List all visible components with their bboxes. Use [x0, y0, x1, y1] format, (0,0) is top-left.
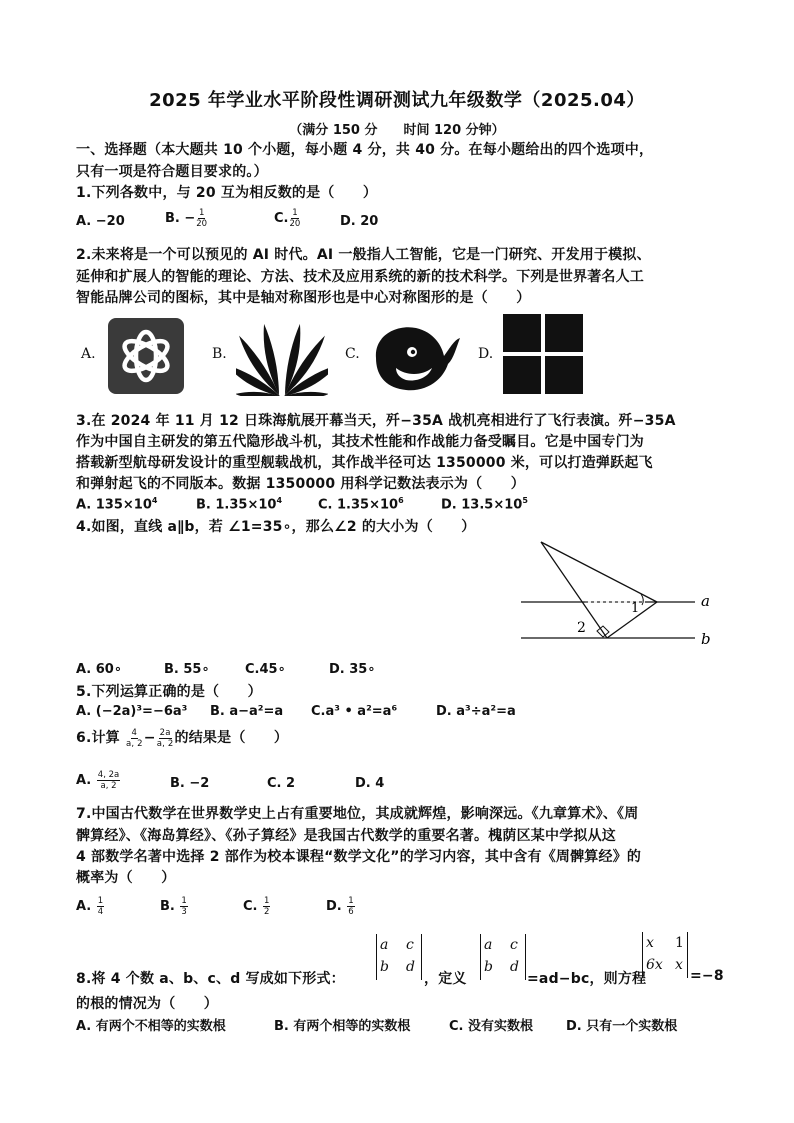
det1-a: a	[380, 937, 389, 953]
det2-b: b	[484, 959, 493, 975]
q2-line2: 延伸和扩展人的智能的理论、方法、技术及应用系统的新的技术科学。下列是世界著名人工	[76, 269, 644, 285]
q3-line2: 作为中国自主研发的第五代隐形战斗机，其技术性能和作战能力备受瞩目。它是中国专门为	[76, 434, 644, 450]
det2-c: c	[510, 937, 518, 953]
q1-option-b: B. − $\frac{1}{20}$	[165, 208, 208, 229]
q7-option-c: C. $\frac{1}{2}$	[243, 896, 270, 917]
q2-logo-b	[236, 318, 328, 396]
q8-determinant-1	[376, 934, 422, 980]
q2-logo-d	[503, 314, 583, 394]
windows-logo-icon	[503, 314, 583, 394]
line-a-label: a	[701, 592, 710, 610]
q6-option-b: B. −2	[170, 776, 210, 791]
q6-option-a-fraction: $\frac{4, 2a}{a, 2}$	[97, 770, 120, 791]
det3-x: x	[646, 935, 654, 951]
q4-option-b: B. 55∘	[164, 662, 210, 677]
openai-logo-icon	[108, 318, 184, 394]
det3-6x: 6x	[646, 957, 663, 973]
q1-option-c: C. $\frac{1}{20}$	[274, 208, 301, 229]
q1-stem: 1.下列各数中，与 20 互为相反数的是（ ）	[76, 185, 378, 201]
q3-line1: 3.在 2024 年 11 月 12 日珠海航展开幕当天，歼−35A 战机亮相进行了飞行表演。歼−35A	[76, 413, 676, 429]
q7-line1: 7.中国古代数学在世界数学史上占有重要地位，其成就辉煌，影响深远。《九章算术》、《周	[76, 806, 639, 822]
q8-line2: 的根的情况为（ ）	[76, 996, 218, 1012]
q8-option-b: B. 有两个相等的实数根	[274, 1019, 411, 1034]
q3-option-a: A. $135\times 10^4$	[76, 496, 158, 513]
q7-option-d: D. $\frac{1}{6}$	[326, 896, 354, 917]
q7-option-b: B. $\frac{1}{3}$	[160, 896, 187, 917]
q7-option-b-fraction: $\frac{1}{3}$	[181, 896, 187, 917]
q7-line2: 髀算经》、《海岛算经》、《孙子算经》是我国古代数学的重要名著。槐荫区某中学拟从这	[76, 828, 616, 844]
q2-logo-c	[366, 318, 462, 396]
q2-label-c: C.	[345, 346, 360, 362]
q7-line4: 概率为（ ）	[76, 870, 176, 886]
q5-option-a: A. (−2a)³=−6a³	[76, 704, 188, 719]
q1-option-a: A. −20	[76, 214, 125, 229]
q2-line1: 2.未来将是一个可以预见的 AI 时代。AI 一般指人工智能，它是一门研究、开发用于模拟、	[76, 247, 651, 263]
q7-line3: 4 部数学名著中选择 2 部作为校本课程“数学文化”的学习内容，其中含有《周髀算经》的	[76, 849, 642, 865]
det1-b: b	[380, 959, 389, 975]
q4-option-d: D. 35∘	[329, 662, 376, 677]
q2-logo-a	[108, 318, 184, 394]
q7-option-a-fraction: $\frac{1}{4}$	[97, 896, 104, 917]
q6-option-a: A. $\frac{4, 2a}{a, 2}$	[76, 770, 120, 791]
q4-option-a: A. 60∘	[76, 662, 122, 677]
q8-option-c: C. 没有实数根	[449, 1019, 534, 1034]
triangle-side-left	[541, 542, 607, 638]
q8-determinant-2	[480, 934, 526, 980]
q6-fraction-1: $\frac{4}{a, 2}$	[125, 727, 143, 749]
exam-title: 2025 年学业水平阶段性调研测试九年级数学（2025.04）	[149, 90, 645, 111]
det3-x2: x	[675, 957, 683, 973]
q7-option-a: A. $\frac{1}{4}$	[76, 896, 104, 917]
q2-label-b: B.	[212, 346, 227, 362]
huawei-logo-icon	[236, 318, 328, 396]
q5-option-b: B. a−a²=a	[210, 704, 284, 719]
q8-stem-prefix: 8.将 4 个数 a、b、c、d 写成如下形式：	[76, 971, 345, 987]
section-instruction-line1: 一、选择题（本大题共 10 个小题，每小题 4 分，共 40 分。在每小题给出的四个选项中，	[76, 142, 654, 158]
q2-line3: 智能品牌公司的图标，其中是轴对称图形也是中心对称图形的是（ ）	[76, 290, 531, 306]
q5-option-d: D. a³÷a²=a	[436, 704, 516, 719]
q1-option-b-fraction: $\frac{1}{20}$	[196, 208, 208, 229]
q6-option-d: D. 4	[355, 776, 385, 791]
q6-option-c: C. 2	[267, 776, 296, 791]
section-instruction-line2: 只有一项是符合题目要求的。）	[76, 164, 268, 180]
det2-a: a	[484, 937, 493, 953]
det2-d: d	[510, 959, 519, 975]
q4-option-c: C.45∘	[245, 662, 286, 677]
q7-option-c-fraction: $\frac{1}{2}$	[264, 896, 270, 917]
angle-1-arc	[641, 594, 643, 605]
q8-rule-text: =ad−bc，则方程	[527, 971, 647, 987]
det1-c: c	[406, 937, 414, 953]
q8-option-a: A. 有两个不相等的实数根	[76, 1019, 226, 1034]
line-b-label: b	[701, 630, 711, 648]
q4-stem: 4.如图，直线 a∥b，若 ∠1=35∘，那么∠2 的大小为（ ）	[76, 519, 476, 535]
q8-option-d: D. 只有一个实数根	[566, 1019, 678, 1034]
deepseek-whale-icon	[366, 318, 462, 396]
exam-subtitle: （满分 150 分 时间 120 分钟）	[289, 123, 505, 138]
q2-label-d: D.	[478, 346, 494, 362]
det1-d: d	[406, 959, 415, 975]
q7-option-d-fraction: $\frac{1}{6}$	[348, 896, 354, 917]
q1-option-c-fraction: $\frac{1}{20}$	[289, 208, 301, 229]
q6-stem: 6.计算 $\frac{4}{a, 2}$ − $\frac{2a}{a, 2}$ 的结果是（ ）	[76, 727, 289, 749]
angle-2-label: 2	[577, 620, 586, 636]
det3-one: 1	[675, 935, 684, 951]
q8-determinant-3	[642, 932, 688, 978]
q5-option-c: C.a³ • a²=a⁶	[311, 704, 398, 719]
angle-1-label: 1	[631, 601, 640, 616]
q3-option-c: C. $1.35\times 10^6$	[318, 496, 404, 513]
q3-line3: 搭载新型航母研发设计的重型舰载战机，其作战半径可达 1350000 米，可以打造弹跃起飞	[76, 455, 653, 471]
q8-define-text: ，定义	[424, 971, 467, 987]
q1-option-d: D. 20	[340, 214, 379, 229]
q3-option-d: D. $13.5\times 10^5$	[441, 496, 528, 513]
triangle-side-top	[541, 542, 657, 602]
q8-rhs: =−8	[690, 968, 724, 984]
q2-label-a: A.	[81, 346, 96, 362]
q6-fraction-2: $\frac{2a}{a, 2}$	[156, 727, 174, 749]
q3-line4: 和弹射起飞的不同版本。数据 1350000 用科学记数法表示为（ ）	[76, 476, 525, 492]
q5-stem: 5.下列运算正确的是（ ）	[76, 684, 262, 700]
q3-option-b: B. $1.35\times 10^4$	[196, 496, 283, 513]
q4-figure	[515, 538, 725, 656]
